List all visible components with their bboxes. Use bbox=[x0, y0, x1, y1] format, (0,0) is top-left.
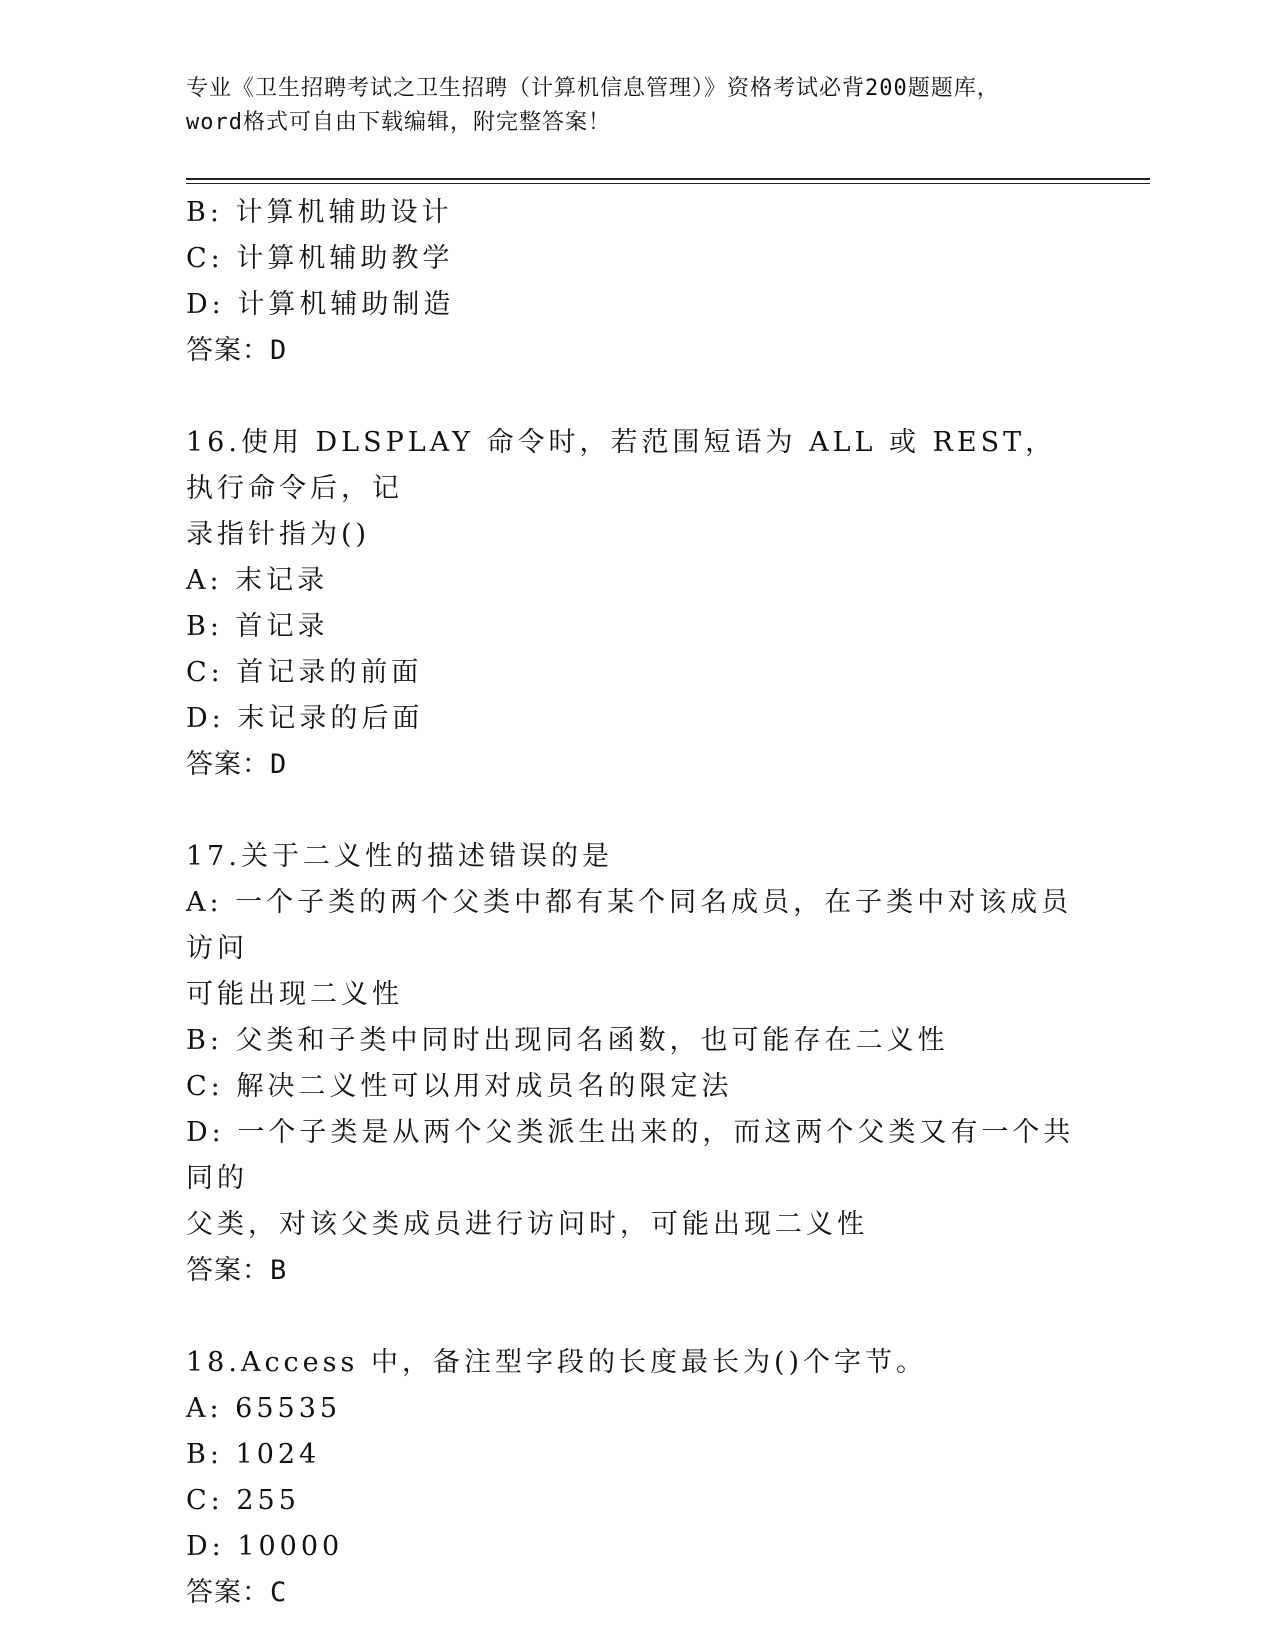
question-17 bbox=[186, 834, 1086, 1294]
option-b: B: 父类和子类中同时出现同名函数，也可能存在二义性 bbox=[186, 1025, 949, 1056]
option-d: D: 10000 bbox=[186, 1531, 344, 1562]
header-line-2: word格式可自由下载编辑，附完整答案！ bbox=[186, 110, 611, 135]
option-d: D: 末记录的后面 bbox=[186, 703, 424, 734]
option-b: B: 首记录 bbox=[186, 611, 329, 642]
option-c: C: 255 bbox=[186, 1485, 300, 1516]
option-b: B: 1024 bbox=[186, 1439, 321, 1470]
option-a: A: 末记录 bbox=[186, 565, 329, 596]
spacer bbox=[186, 788, 1086, 834]
question-stem-continued: 录指针指为() bbox=[186, 519, 371, 550]
answer-line: 答案：B bbox=[186, 1255, 288, 1286]
question-stem: 18.Access 中，备注型字段的长度最长为()个字节。 bbox=[186, 1347, 928, 1378]
option-a: A: 一个子类的两个父类中都有某个同名成员，在子类中对该成员访问 bbox=[186, 887, 1073, 964]
question-15-partial bbox=[186, 190, 1086, 374]
option-d: D: 计算机辅助制造 bbox=[186, 289, 455, 320]
question-list bbox=[186, 190, 1086, 1616]
answer-line: 答案：D bbox=[186, 749, 288, 780]
spacer bbox=[186, 374, 1086, 420]
option-b: B: 计算机辅助设计 bbox=[186, 197, 453, 228]
option-d: D: 一个子类是从两个父类派生出来的，而这两个父类又有一个共同的 bbox=[186, 1117, 1075, 1194]
question-stem: 17.关于二义性的描述错误的是 bbox=[186, 841, 613, 872]
option-c: C: 首记录的前面 bbox=[186, 657, 423, 688]
option-a: A: 65535 bbox=[186, 1393, 342, 1424]
answer-line: 答案：D bbox=[186, 335, 288, 366]
header-line-1: 专业《卫生招聘考试之卫生招聘（计算机信息管理）》资格考试必背200题题库， bbox=[186, 76, 1000, 101]
option-c: C: 解决二义性可以用对成员名的限定法 bbox=[186, 1071, 733, 1102]
answer-line: 答案：C bbox=[186, 1577, 288, 1608]
question-stem: 16.使用 DLSPLAY 命令时，若范围短语为 ALL 或 REST，执行命令后，记 bbox=[186, 427, 1057, 504]
question-16 bbox=[186, 420, 1086, 788]
option-a-continued: 可能出现二义性 bbox=[186, 979, 403, 1010]
document-header bbox=[186, 72, 1086, 140]
header-divider-thick bbox=[186, 178, 1150, 180]
question-18 bbox=[186, 1340, 1086, 1616]
spacer bbox=[186, 1294, 1086, 1340]
option-c: C: 计算机辅助教学 bbox=[186, 243, 454, 274]
option-d-continued: 父类，对该父类成员进行访问时，可能出现二义性 bbox=[186, 1209, 868, 1240]
header-divider-thin bbox=[186, 183, 1150, 184]
